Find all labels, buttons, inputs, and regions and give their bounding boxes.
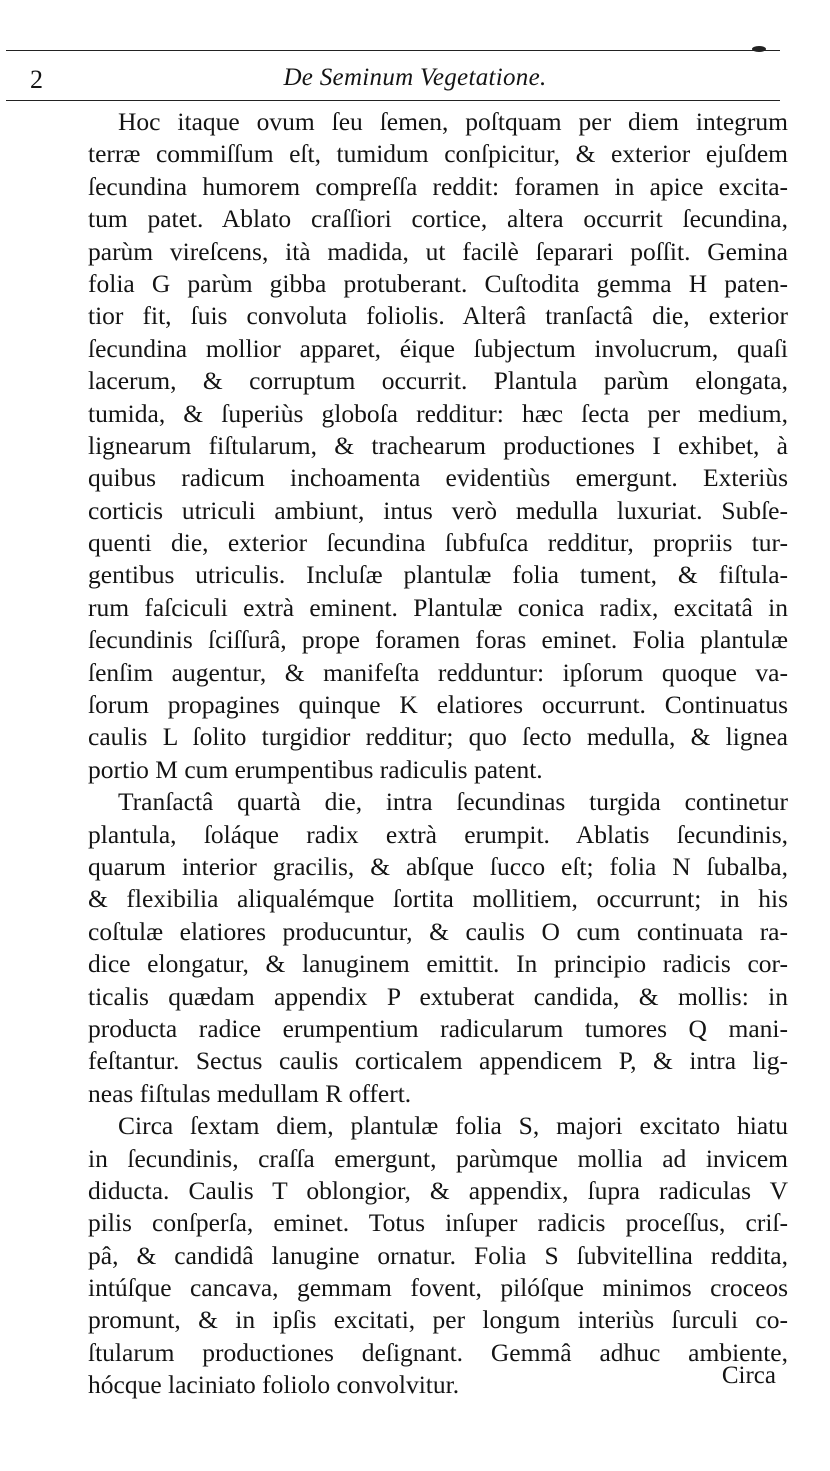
text-line: ticalis quædam appendix P extuberat candida, & mollis: in [88, 981, 788, 1011]
top-rule [6, 50, 780, 51]
header-rule [6, 100, 780, 101]
text-line: producta radice erumpentium radicularum tumores Q mani- [88, 1013, 788, 1043]
text-line: neas fiſtulas medullam R offert. [88, 1078, 412, 1108]
text-line: ſorum propagines quinque K elatiores occurrunt. Continuatus [88, 690, 788, 720]
running-head: De Seminum Vegetatione. [283, 64, 547, 91]
text-line: tumida, & ſuperiùs globoſa redditur: hæc ſecta per medium, [88, 398, 788, 428]
text-line: Tranſactâ quartà die, intra ſecundinas turgida continetur [118, 787, 788, 817]
catchword: Circa [721, 1362, 776, 1389]
text-line: ſenſim augentur, & manifeſta redduntur: ipſorum quoque va- [88, 657, 788, 687]
text-line: caulis L ſolito turgidior redditur; quo ſecto medulla, & lignea [88, 722, 788, 752]
text-line: & flexibilia aliqualémque ſortita mollitiem, occurrunt; in his [88, 884, 788, 914]
text-line: Circa ſextam diem, plantulæ folia S, majori excitato hiatu [118, 1111, 788, 1141]
text-line: coſtulæ elatiores producuntur, & caulis O cum continuata ra- [88, 916, 788, 946]
text-line: quibus radicum inchoamenta evidentiùs emergunt. Exteriùs [88, 463, 788, 493]
text-line: pâ, & candidâ lanugine ornatur. Folia S ſubvitellina reddita, [88, 1240, 788, 1270]
text-line: parùm vireſcens, ità madida, ut facilè ſeparari poſſit. Gemina [88, 236, 788, 266]
text-line: quenti die, exterior ſecundina ſubfuſca redditur, propriis tur- [88, 528, 788, 558]
text-line: dice elongatur, & lanuginem emittit. In principio radicis cor- [88, 949, 788, 979]
rule-ornament [752, 46, 766, 52]
text-line: portio M cum erumpentibus radiculis patent. [88, 754, 543, 784]
text-line: rum faſciculi extrà eminent. Plantulæ conica radix, excitatâ in [88, 592, 788, 622]
text-line: ſecundina mollior apparet, éique ſubjectum involucrum, quaſi [88, 333, 788, 363]
text-line: hócque laciniato foliolo convolvitur. [88, 1370, 460, 1400]
text-line: tior fit, ſuis convoluta foliolis. Alterâ tranſactâ die, exterior [88, 301, 788, 331]
page-number: 2 [30, 65, 43, 94]
text-line: quarum interior gracilis, & abſque ſucco eſt; folia N ſubalba, [88, 851, 788, 881]
text-line: ſtularum productiones deſignant. Gemmâ adhuc ambiente, [88, 1337, 788, 1367]
text-line: plantula, ſoláque radix extrà erumpit. Ablatis ſecundinis, [88, 819, 788, 849]
text-line: ſecundinis ſciſſurâ, prope foramen foras eminet. Folia plantulæ [88, 625, 788, 655]
text-line: terræ commiſſum eſt, tumidum conſpicitur, & exterior ejuſdem [88, 139, 788, 169]
text-line: pilis conſperſa, eminet. Totus inſuper radicis proceſſus, criſ- [88, 1208, 788, 1238]
text-line: corticis utriculi ambiunt, intus verò medulla luxuriat. Subſe- [88, 495, 788, 525]
text-line: intúſque cancava, gemmam fovent, pilóſque minimos croceos [88, 1273, 788, 1303]
text-line: Hoc itaque ovum ſeu ſemen, poſtquam per diem integrum [118, 107, 788, 136]
text-line: folia G parùm gibba protuberant. Cuſtodita gemma H paten- [88, 268, 788, 298]
text-line: gentibus utriculis. Incluſæ plantulæ folia tument, & fiſtula- [88, 560, 788, 590]
text-line: in ſecundinis, craſſa emergunt, parùmque mollia ad invicem [88, 1143, 788, 1173]
text-line: promunt, & in ipſis excitati, per longum interiùs ſurculi co- [88, 1305, 788, 1335]
text-line: tum patet. Ablato craſſiori cortice, altera occurrit ſecundina, [88, 204, 788, 234]
text-line: feſtantur. Sectus caulis corticalem appendicem P, & intra lig- [88, 1046, 788, 1076]
text-line: lacerum, & corruptum occurrit. Plantula parùm elongata, [88, 366, 788, 396]
body-text [88, 106, 788, 1402]
text-line: diducta. Caulis T oblongior, & appendix, ſupra radiculas V [88, 1175, 788, 1205]
text-line: ſecundina humorem compreſſa reddit: foramen in apice excita- [88, 171, 788, 201]
text-line: lignearum fiſtularum, & trachearum productiones I exhibet, à [88, 430, 788, 460]
